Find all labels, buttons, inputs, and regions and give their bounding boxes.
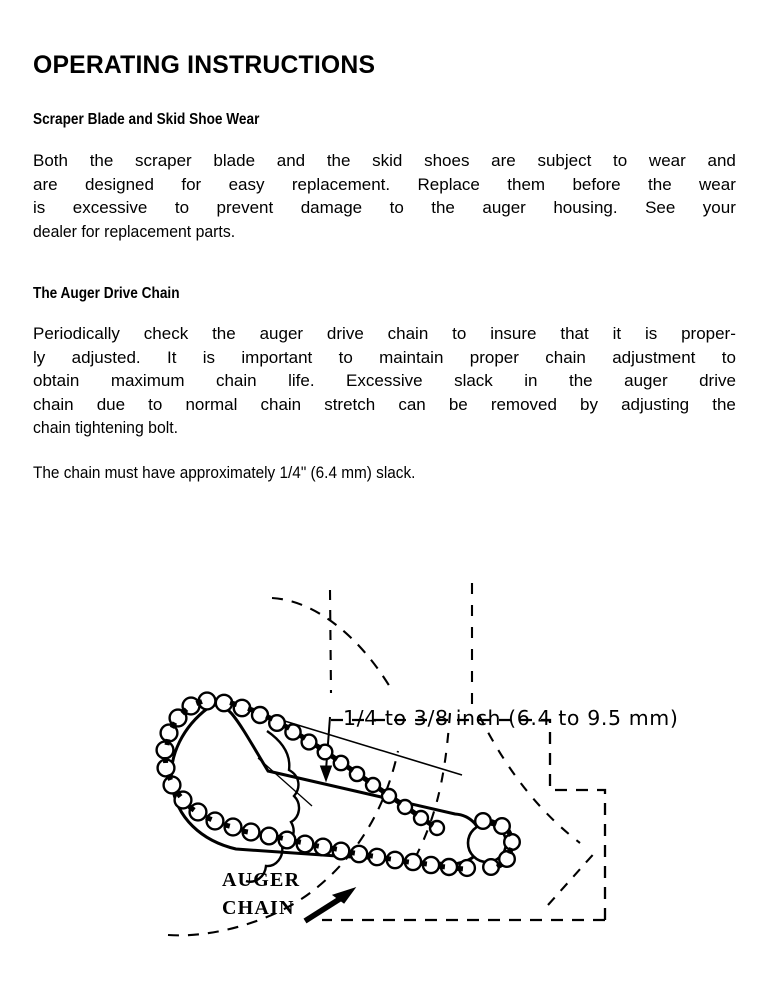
auger-chain-callout-line2: CHAIN [222, 897, 295, 919]
section-heading-scraper-blade: Scraper Blade and Skid Shoe Wear [33, 111, 260, 129]
text-line: Periodically check the auger drive chain to insure that it is proper- [33, 324, 736, 344]
text-line-last: chain tightening bolt. [33, 418, 179, 438]
housing-arc-center [415, 713, 450, 858]
paragraph-scraper-blade [33, 149, 736, 243]
dimension-label: 1/4 to 3/8 inch (6.4 to 9.5 mm) [343, 706, 679, 730]
page-title: OPERATING INSTRUCTIONS [33, 51, 376, 79]
paragraph-auger-drive-chain [33, 322, 736, 440]
housing-line-vertical-left [330, 590, 331, 693]
text-line: is excessive to prevent damage to the auger housing. See your [33, 198, 736, 218]
text-line: chain due to normal chain stretch can be removed by adjusting the [33, 394, 736, 414]
text-column [33, 52, 736, 440]
text-line: are designed for easy replacement. Replace them before the wear [33, 174, 736, 194]
section-heading-auger-drive-chain: The Auger Drive Chain [33, 285, 180, 303]
housing-edge-diagonal-lower [548, 849, 598, 905]
slack-specification-note: The chain must have approximately 1/4" (6.4 mm) slack. [33, 464, 416, 482]
text-line-last: dealer for replacement parts. [33, 221, 236, 241]
auger-chain-callout-arrow [305, 888, 355, 921]
text-line: Both the scraper blade and the skid shoes are subject to wear and [33, 151, 736, 171]
left-sprocket-teeth [246, 731, 299, 882]
text-line: obtain maximum chain life. Excessive slack in the auger drive [33, 371, 736, 391]
text-line: ly adjusted. It is important to maintain proper chain adjustment to [33, 347, 736, 367]
auger-chain-callout-line1: AUGER [222, 869, 301, 891]
